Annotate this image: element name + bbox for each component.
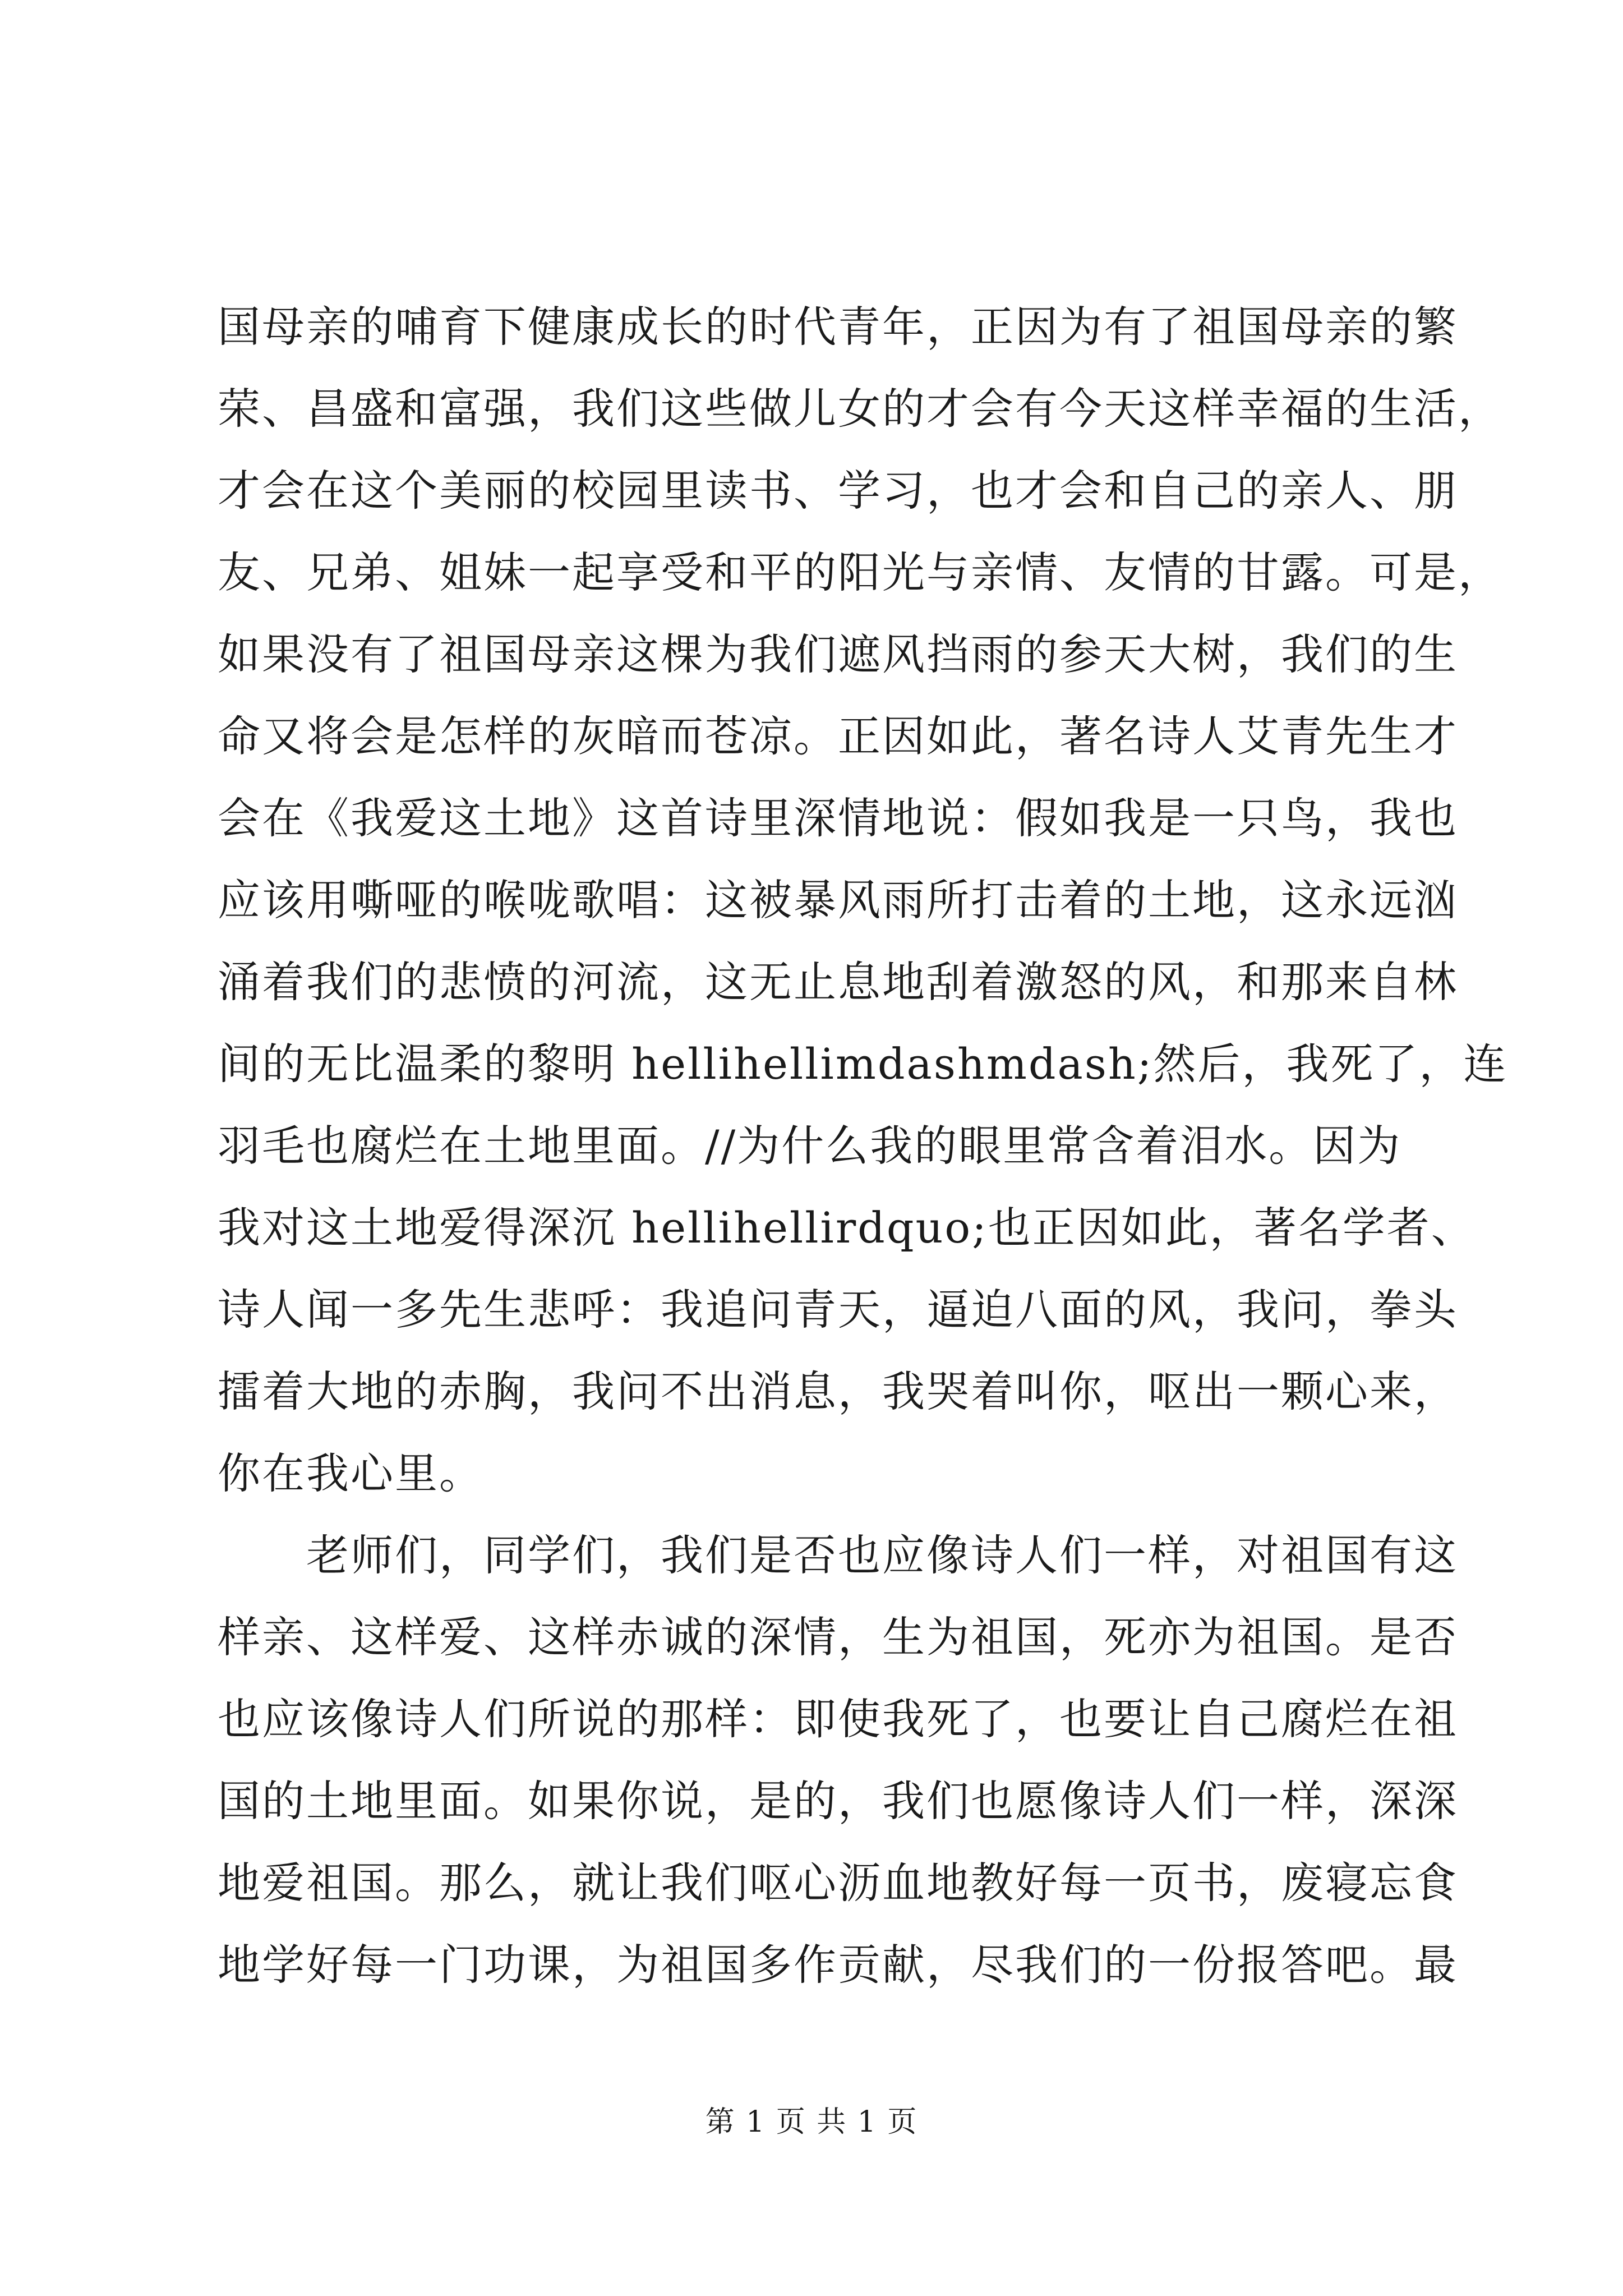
text-line: 命又将会是怎样的灰暗而苍凉。正因如此，著名诗人艾青先生才 bbox=[218, 711, 1458, 761]
text-line: 间的无比温柔的黎明 hellihellimdashmdash;然后，我死了，连 bbox=[218, 1039, 1508, 1089]
text-line: 你在我心里。 bbox=[218, 1448, 483, 1498]
text-line: 诗人闻一多先生悲呼：我追问青天，逼迫八面的风，我问，拳头 bbox=[218, 1285, 1458, 1335]
text-line: 会在《我爱这土地》这首诗里深情地说：假如我是一只鸟，我也 bbox=[218, 793, 1458, 843]
text-line: 羽毛也腐烂在土地里面。//为什么我的眼里常含着泪水。因为 bbox=[218, 1121, 1402, 1171]
text-line: 应该用嘶哑的喉咙歌唱：这被暴风雨所打击着的土地，这永远汹 bbox=[218, 875, 1458, 925]
text-line: 地学好每一门功课，为祖国多作贡献，尽我们的一份报答吧。最 bbox=[218, 1940, 1458, 1990]
text-line: 样亲、这样爱、这样赤诚的深情，生为祖国，死亦为祖国。是否 bbox=[218, 1612, 1458, 1662]
body-text bbox=[218, 286, 1508, 2006]
text-line: 如果没有了祖国母亲这棵为我们遮风挡雨的参天大树，我们的生 bbox=[218, 629, 1458, 679]
text-line: 也应该像诗人们所说的那样：即使我死了，也要让自己腐烂在祖 bbox=[218, 1694, 1458, 1744]
text-line: 地爱祖国。那么，就让我们呕心沥血地教好每一页书，废寝忘食 bbox=[218, 1858, 1458, 1908]
text-line: 国母亲的哺育下健康成长的时代青年，正因为有了祖国母亲的繁 bbox=[218, 302, 1458, 352]
text-line: 国的土地里面。如果你说，是的，我们也愿像诗人们一样，深深 bbox=[218, 1776, 1458, 1826]
text-line: 老师们，同学们，我们是否也应像诗人们一样，对祖国有这 bbox=[306, 1530, 1458, 1580]
text-line: 友、兄弟、姐妹一起享受和平的阳光与亲情、友情的甘露。可是， bbox=[218, 547, 1502, 597]
page-number-label: 第 1 页 共 1 页 bbox=[705, 2105, 918, 2139]
text-line: 才会在这个美丽的校园里读书、学习，也才会和自己的亲人、朋 bbox=[218, 466, 1458, 516]
text-line: 荣、昌盛和富强，我们这些做儿女的才会有今天这样幸福的生活， bbox=[218, 384, 1502, 434]
text-line: 涌着我们的悲愤的河流，这无止息地刮着激怒的风，和那来自林 bbox=[218, 957, 1458, 1007]
text-line: 擂着大地的赤胸，我问不出消息，我哭着叫你，呕出一颗心来， bbox=[218, 1366, 1458, 1416]
text-line: 我对这土地爱得深沉 hellihellirdquo;也正因如此，著名学者、 bbox=[218, 1203, 1476, 1253]
page-footer bbox=[0, 2098, 1623, 2140]
